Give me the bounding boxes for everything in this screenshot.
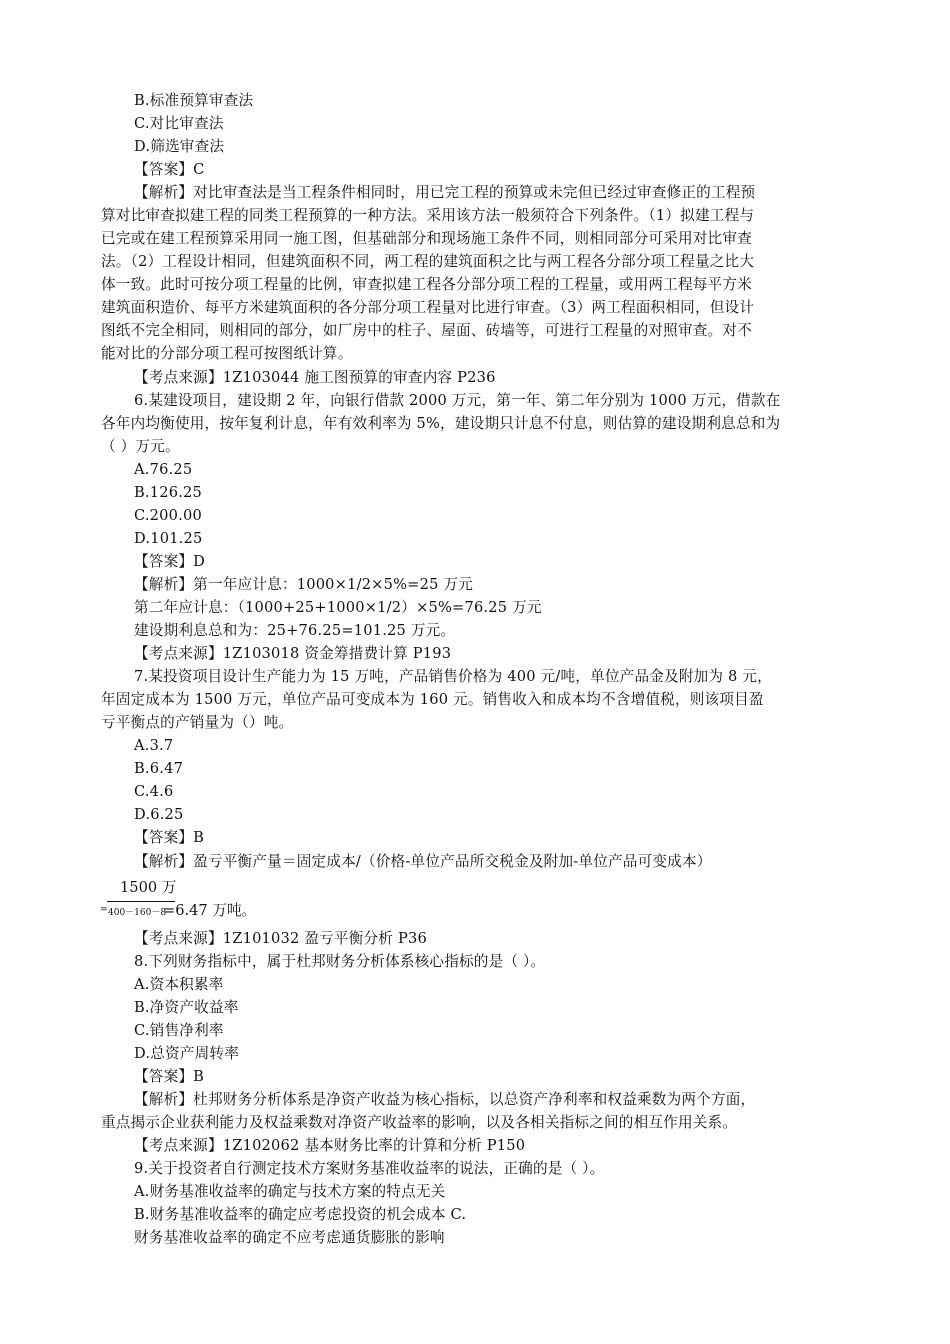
explanation-q5-line8: 能对比的分部分项工程可按图纸计算。 xyxy=(101,345,353,362)
option-b-q9: B.财务基准收益率的确定应考虑投资的机会成本 C. xyxy=(134,1206,467,1223)
option-b-q5: B.标准预算审查法 xyxy=(134,92,254,109)
option-c-q6: C.200.00 xyxy=(134,507,202,524)
question-7-line2: 年固定成本为 1500 万元，单位产品可变成本为 160 元。销售收入和成本均不含增值税，则该项目盈 xyxy=(101,691,764,708)
answer-q6: 【答案】D xyxy=(134,553,206,570)
question-7-line3: 亏平衡点的产销量为（）吨。 xyxy=(101,714,294,731)
explanation-q5-line3: 已完或在建工程预算采用同一施工图，但基础部分和现场施工条件不同，则相同部分可采用对比审查 xyxy=(101,230,752,247)
explanation-q5-line5: 体一致。此时可按分项工程量的比例，审查拟建工程各分部分项工程的工程量，或用两工程每平方米 xyxy=(101,276,752,293)
answer-q7: 【答案】B xyxy=(134,829,205,846)
question-6-line1: 6.某建设项目，建设期 2 年，向银行借款 2000 万元，第一年、第二年分别为 1000 万元，借款在 xyxy=(134,392,781,409)
question-7-line1: 7.某投资项目设计生产能力为 15 万吨，产品销售价格为 400 元/吨，单位产品金及附加为 8 元， xyxy=(134,668,772,685)
option-c-q9: 财务基准收益率的确定不应考虑通货膨胀的影响 xyxy=(134,1229,445,1246)
explanation-q6-line2: 第二年应计息：（1000+25+1000×1/2）×5%=76.25 万元 xyxy=(134,599,542,616)
answer-q5: 【答案】C xyxy=(134,161,205,178)
source-q5: 【考点来源】1Z103044 施工图预算的审查内容 P236 xyxy=(134,369,496,386)
option-a-q7: A.3.7 xyxy=(134,737,174,754)
explanation-q5-line6: 建筑面积造价、每平方米建筑面积的各分部分项工程量对比进行审查。（3）两工程面积相同，但设计 xyxy=(101,299,755,316)
option-d-q8: D.总资产周转率 xyxy=(134,1045,239,1062)
fraction-equals: = xyxy=(100,905,108,915)
option-b-q6: B.126.25 xyxy=(134,484,203,501)
source-q7: 【考点来源】1Z101032 盈亏平衡分析 P36 xyxy=(134,930,427,947)
fraction-result: =6.47 万吨。 xyxy=(163,902,257,919)
fraction-numerator: 1500 万 xyxy=(120,879,177,896)
option-c-q8: C.销售净利率 xyxy=(134,1022,224,1039)
option-d-q5: D.筛选审查法 xyxy=(134,138,225,155)
explanation-q5-line1: 【解析】对比审查法是当工程条件相同时，用已完工程的预算或未完但已经过审查修正的工程预 xyxy=(134,184,756,201)
explanation-q8-line1: 【解析】杜邦财务分析体系是净资产收益为核心指标，以总资产净利率和权益乘数为两个方面， xyxy=(134,1091,756,1108)
source-q8: 【考点来源】1Z102062 基本财务比率的计算和分析 P150 xyxy=(134,1137,526,1154)
explanation-q5-line2: 算对比审查拟建工程的同类工程预算的一种方法。采用该方法一般须符合下列条件。（1）拟建工程与 xyxy=(101,207,755,224)
option-d-q7: D.6.25 xyxy=(134,806,184,823)
question-6-line2: 各年内均衡使用，按年复利计息，年有效利率为 5%，建设期只计息不付息，则估算的建设期利息总和为 xyxy=(101,415,781,432)
option-a-q9: A.财务基准收益率的确定与技术方案的特点无关 xyxy=(134,1183,446,1200)
explanation-q5-line4: 法。（2）工程设计相同，但建筑面积不同，两工程的建筑面积之比与两工程各分部分项工程量之比大 xyxy=(101,253,755,270)
option-b-q8: B.净资产收益率 xyxy=(134,999,239,1016)
fraction-denominator: 400－160－8 xyxy=(108,908,167,918)
explanation-q6-line1: 【解析】第一年应计息：1000×1/2×5%=25 万元 xyxy=(134,576,473,593)
option-b-q7: B.6.47 xyxy=(134,760,184,777)
option-d-q6: D.101.25 xyxy=(134,530,203,547)
explanation-q5-line7: 图纸不完全相同，则相同的部分，如厂房中的柱子、屋面、砖墙等，可进行工程量的对照审查。对不 xyxy=(101,322,752,339)
explanation-q7-line1: 【解析】盈亏平衡产量＝固定成本/（价格-单位产品所交税金及附加-单位产品可变成本） xyxy=(134,853,712,870)
explanation-q8-line2: 重点揭示企业获利能力及权益乘数对净资产收益率的影响，以及各相关指标之间的相互作用关系。 xyxy=(101,1114,738,1131)
option-a-q8: A.资本积累率 xyxy=(134,976,224,993)
source-q6: 【考点来源】1Z103018 资金筹措费计算 P193 xyxy=(134,645,452,662)
option-a-q6: A.76.25 xyxy=(134,461,193,478)
explanation-q6-line3: 建设期利息总和为：25+76.25=101.25 万元。 xyxy=(134,622,456,639)
answer-q8: 【答案】B xyxy=(134,1068,205,1085)
option-c-q5: C.对比审查法 xyxy=(134,115,224,132)
question-8: 8.下列财务指标中，属于杜邦财务分析体系核心指标的是（ ）。 xyxy=(134,953,546,970)
question-6-line3: （ ）万元。 xyxy=(101,438,180,455)
option-c-q7: C.4.6 xyxy=(134,783,174,800)
question-9: 9.关于投资者自行测定技术方案财务基准收益率的说法，正确的是（ ）。 xyxy=(134,1160,605,1177)
